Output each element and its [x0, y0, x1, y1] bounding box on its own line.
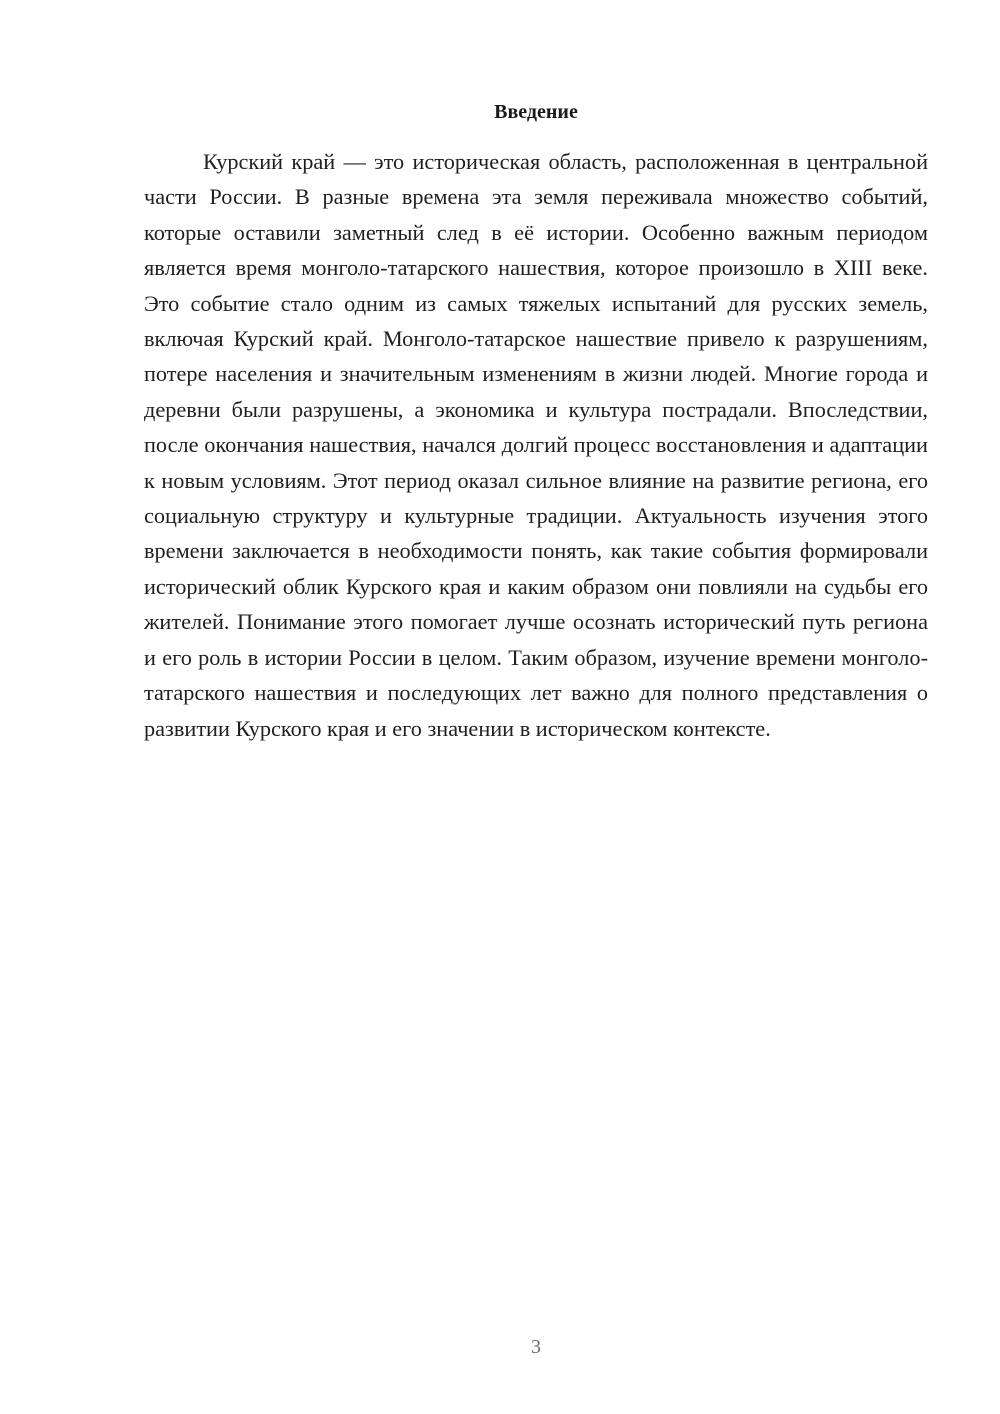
page-number: 3: [531, 1336, 541, 1358]
intro-paragraph: Курский край — это историческая область, расположенная в центральной части России. В разные времена эта земля переживала множество событий, которые оставили заметный след в её истории. Особенно важным периодом является время монголо-татарского нашествия, которое произошло в XIII веке. Это событие стало одним из самых тяжелых испытаний для русских земель, включая Курский край. Монголо-татарское нашествие привело к разрушениям, потере населения и значительным изменениям в жизни людей. Многие города и деревни были разрушены, а экономика и культура пострадали. Впоследствии, после окончания нашествия, начался долгий процесс восстановления и адаптации к новым условиям. Этот период оказал сильное влияние на развитие региона, его социальную структуру и культурные традиции. Актуальность изучения этого времени заключается в необходимости понять, как такие события формировали исторический облик Курского края и каким образом они повлияли на судьбы его жителей. Понимание этого помогает лучше осознать исторический путь региона и его роль в истории России в целом. Таким образом, изучение времени монголо-татарского нашествия и последующих лет важно для полного представления о развитии Курского края и его значении в историческом контексте.: [144, 149, 928, 741]
section-heading: Введение: [494, 101, 578, 123]
